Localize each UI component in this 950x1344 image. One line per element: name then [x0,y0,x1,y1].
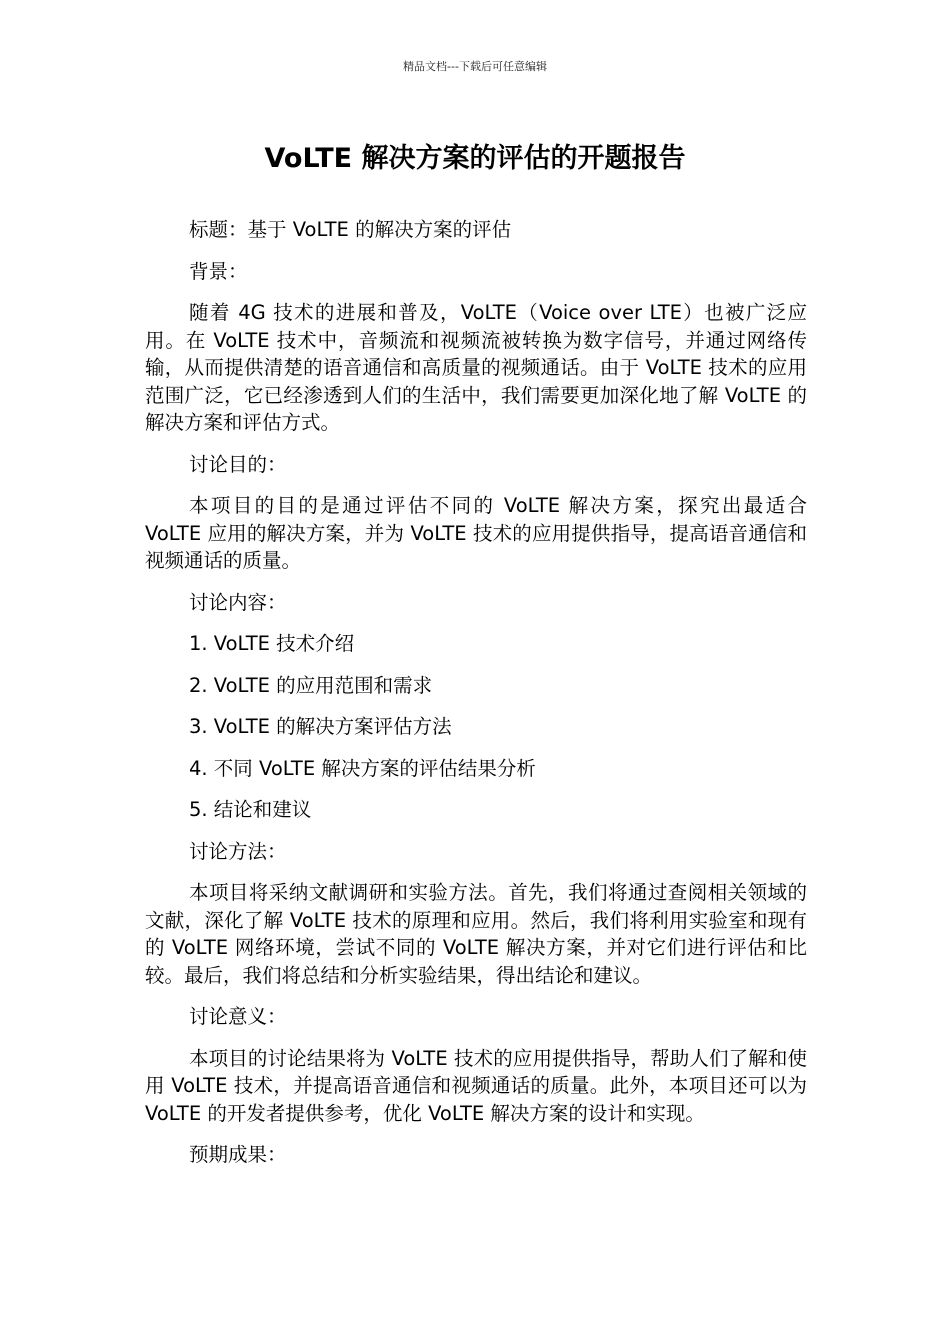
topic-line: 标题：基于 VoLTE 的解决方案的评估 [189,218,512,241]
content-list-item: 4. 不同 VoLTE 解决方案的评估结果分析 [189,756,536,780]
significance-paragraph: 本项目的讨论结果将为 VoLTE 技术的应用提供指导，帮助人们了解和使用 VoLTE 技术，并提高语音通信和视频通话的质量。此外，本项目还可以为 VoLTE 的开发者提供参考，优化 VoLTE 解决方案的设计和实现。 [145,1046,807,1125]
content-list-item: 3. VoLTE 的解决方案评估方法 [189,715,452,738]
content-list-item: 5. 结论和建议 [189,798,312,821]
background-paragraph: 随着 4G 技术的进展和普及，VoLTE（Voice over LTE）也被广泛应用。在 VoLTE 技术中，音频流和视频流被转换为数字信号，并通过网络传输，从而提供清楚的语音通信和高质量的视频通话。由于 VoLTE 技术的应用范围广泛，它已经渗透到人们的生活中，我们需要更加深化地了解 VoLTE 的解决方案和评估方式。 [145,301,807,434]
section-heading-background: 背景： [189,259,248,283]
document-title: VoLTE 解决方案的评估的开题报告 [264,143,686,174]
content-list-item: 1. VoLTE 技术介绍 [189,632,355,655]
document-body [145,216,807,1183]
section-heading-significance: 讨论意义： [189,1005,287,1028]
section-heading-content: 讨论内容： [189,590,287,614]
section-heading-method: 讨论方法： [189,839,287,863]
section-heading-purpose: 讨论目的： [189,452,287,476]
purpose-paragraph: 本项目的目的是通过评估不同的 VoLTE 解决方案，探究出最适合 VoLTE 应用的解决方案，并为 VoLTE 技术的应用提供指导，提高语音通信和视频通话的质量。 [145,494,807,572]
method-paragraph: 本项目将采纳文献调研和实验方法。首先，我们将通过查阅相关领域的文献，深化了解 VoLTE 技术的原理和应用。然后，我们将利用实验室和现有的 VoLTE 网络环境，尝试不同的 VoLTE 解决方案，并对它们进行评估和比较。最后，我们将总结和分析实验结果，得出结论和建议。 [145,881,807,987]
section-heading-expected-results: 预期成果： [189,1143,287,1166]
content-list-item: 2. VoLTE 的应用范围和需求 [189,673,433,697]
header-note: 精品文档---下载后可任意编辑 [403,60,547,73]
